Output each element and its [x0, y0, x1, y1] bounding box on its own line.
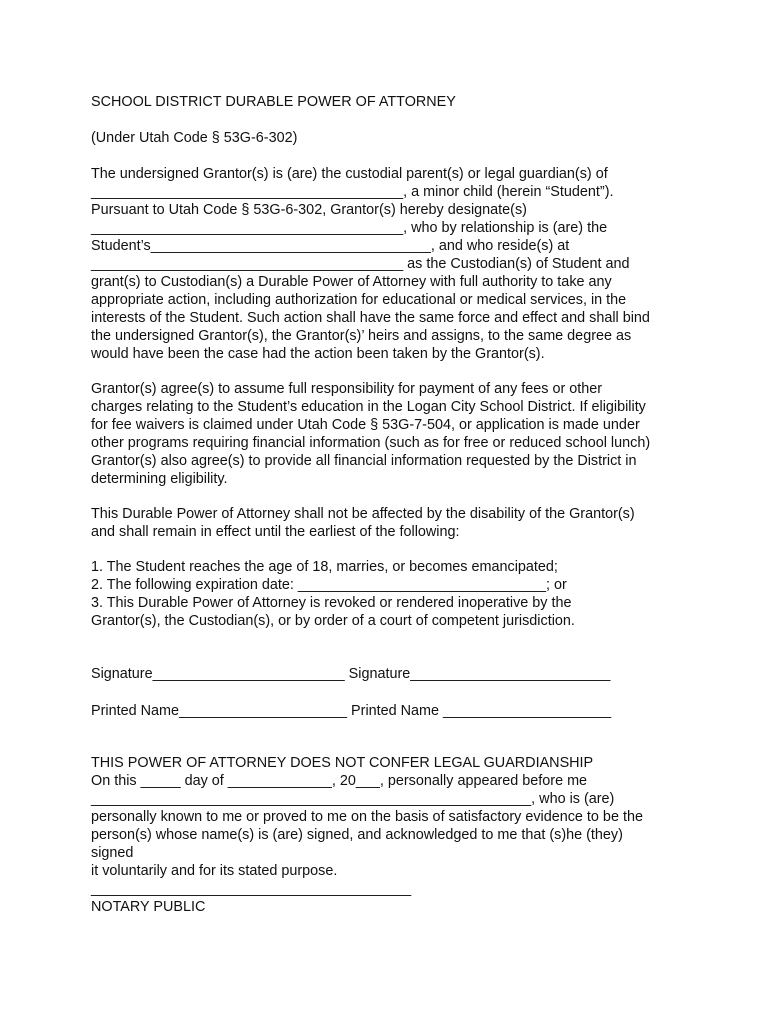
text-line: appropriate action, including authorization for educational or medical services, in the — [91, 292, 627, 308]
text-line: On this _____ day of _____________, 20___, personally appeared before me — [91, 773, 588, 789]
notary-label: NOTARY PUBLIC — [91, 899, 206, 915]
printed-name-line: Printed Name_____________________ Printed Name _____________________ — [91, 703, 612, 719]
text-line: _______________________________________ as the Custodian(s) of Student and — [91, 256, 630, 272]
text-line: grant(s) to Custodian(s) a Durable Power of Attorney with full authority to take any — [91, 274, 612, 290]
text-line: other programs requiring financial information (such as for free or reduced school lunch) — [91, 435, 651, 451]
text-line: _______________________________________, a minor child (herein “Student”). — [91, 184, 614, 200]
text-line: The undersigned Grantor(s) is (are) the custodial parent(s) or legal guardian(s) of — [91, 166, 608, 182]
document-subtitle: (Under Utah Code § 53G-6-302) — [91, 130, 298, 146]
text-line: This Durable Power of Attorney shall not be affected by the disability of the Grantor(s) — [91, 506, 635, 522]
condition-item: 2. The following expiration date: _______________________________; or — [91, 577, 567, 593]
text-line: charges relating to the Student’s education in the Logan City School District. If eligibility — [91, 399, 646, 415]
text-line: determining eligibility. — [91, 471, 228, 487]
text-line: would have been the case had the action been taken by the Grantor(s). — [91, 346, 545, 362]
condition-item: Grantor(s), the Custodian(s), or by order of a court of competent jurisdiction. — [91, 613, 575, 629]
text-line: it voluntarily and for its stated purpose. — [91, 863, 338, 879]
text-line: Student’s___________________________________, and who reside(s) at — [91, 238, 570, 254]
notary-signature-line: ________________________________________ — [91, 881, 412, 897]
text-line: Grantor(s) agree(s) to assume full responsibility for payment of any fees or other — [91, 381, 603, 397]
text-line: Pursuant to Utah Code § 53G-6-302, Grantor(s) hereby designate(s) — [91, 202, 527, 218]
text-line: interests of the Student. Such action shall have the same force and effect and shall bind — [91, 310, 650, 326]
signature-line: Signature________________________ Signature_________________________ — [91, 666, 611, 682]
condition-item: 1. The Student reaches the age of 18, marries, or becomes emancipated; — [91, 559, 558, 575]
text-line: the undersigned Grantor(s), the Grantor(s)’ heirs and assigns, to the same degree as — [91, 328, 632, 344]
text-line: _______________________________________, who by relationship is (are) the — [91, 220, 608, 236]
text-line: signed — [91, 845, 134, 861]
text-line: person(s) whose name(s) is (are) signed, and acknowledged to me that (s)he (they) — [91, 827, 623, 843]
text-line: _______________________________________________________, who is (are) — [91, 791, 615, 807]
text-line: for fee waivers is claimed under Utah Code § 53G-7-504, or application is made under — [91, 417, 640, 433]
text-line: and shall remain in effect until the earliest of the following: — [91, 524, 460, 540]
condition-item: 3. This Durable Power of Attorney is revoked or rendered inoperative by the — [91, 595, 572, 611]
text-line: Grantor(s) also agree(s) to provide all financial information requested by the District in — [91, 453, 637, 469]
text-line: personally known to me or proved to me on the basis of satisfactory evidence to be the — [91, 809, 643, 825]
document-title: SCHOOL DISTRICT DURABLE POWER OF ATTORNEY — [91, 94, 456, 110]
notary-heading: THIS POWER OF ATTORNEY DOES NOT CONFER LEGAL GUARDIANSHIP — [91, 755, 594, 771]
